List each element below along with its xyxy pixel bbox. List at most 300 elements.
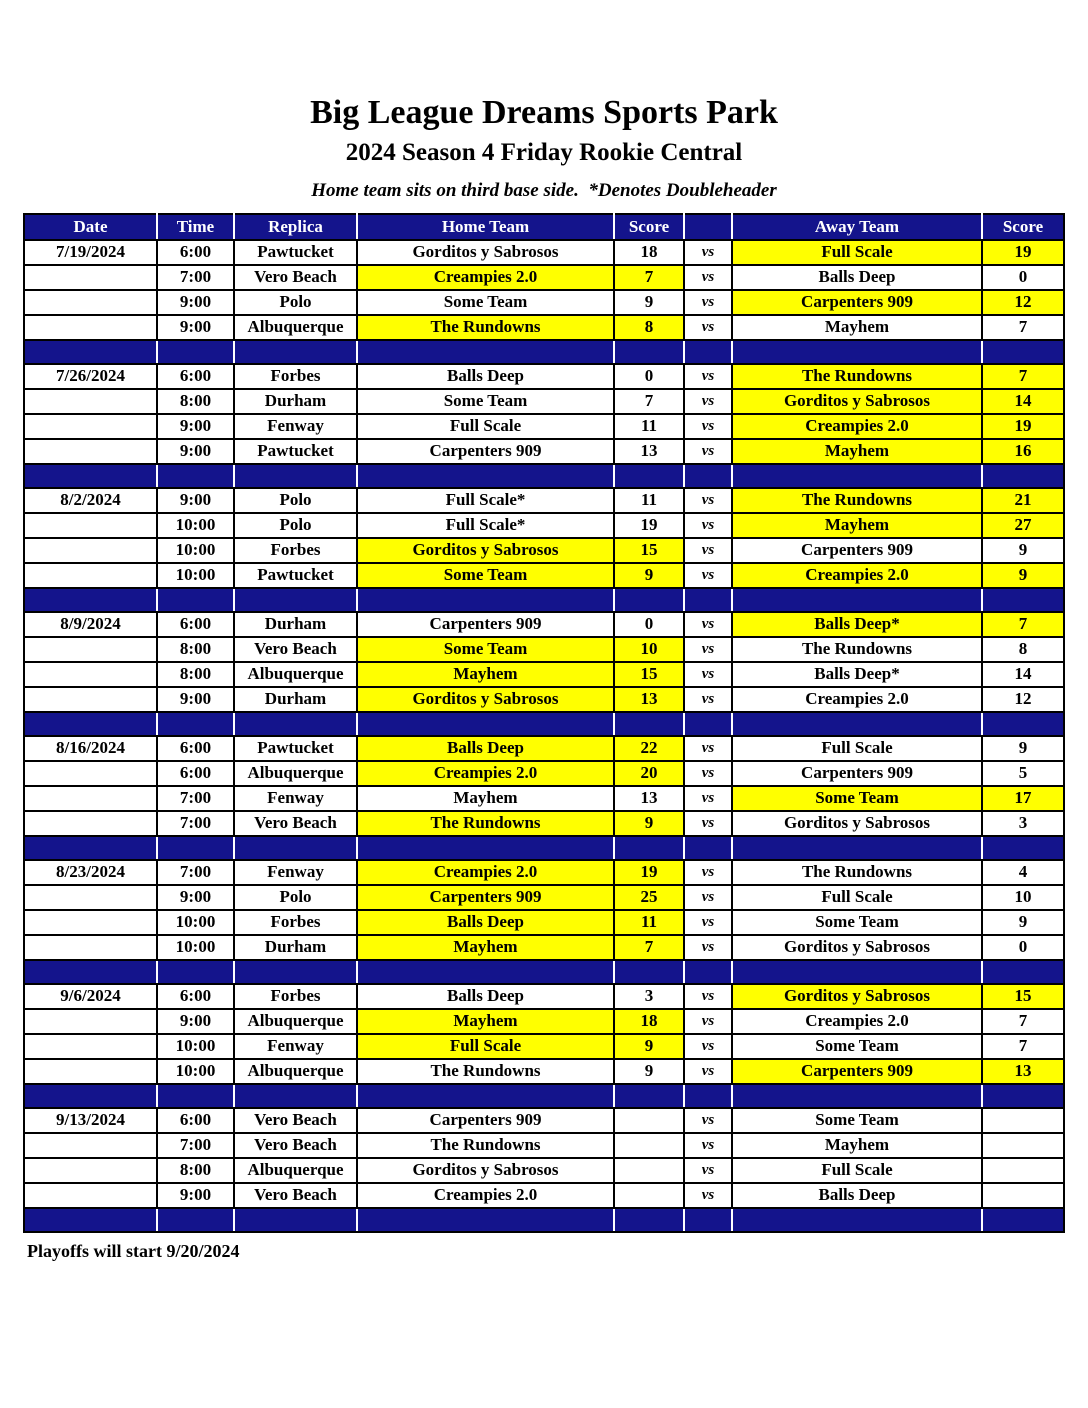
separator-cell (614, 712, 684, 736)
week-separator-row (24, 1084, 1064, 1108)
vs-cell: vs (684, 1059, 732, 1084)
away-score-cell: 7 (982, 1034, 1064, 1059)
home-team-cell: The Rundowns (357, 1133, 614, 1158)
game-row (24, 290, 1064, 315)
away-score-cell: 12 (982, 687, 1064, 712)
date-cell (24, 414, 157, 439)
separator-cell (234, 960, 357, 984)
away-score-cell: 9 (982, 736, 1064, 761)
home-team-cell: Gorditos y Sabrosos (357, 687, 614, 712)
away-team-cell: Creampies 2.0 (732, 687, 982, 712)
game-row (24, 1108, 1064, 1133)
away-team-cell: Balls Deep* (732, 612, 982, 637)
home-team-cell: Gorditos y Sabrosos (357, 240, 614, 265)
separator-cell (157, 960, 234, 984)
week-separator-row (24, 1208, 1064, 1232)
home-team-cell: Some Team (357, 290, 614, 315)
replica-cell: Forbes (234, 910, 357, 935)
replica-cell: Pawtucket (234, 563, 357, 588)
replica-cell: Fenway (234, 414, 357, 439)
away-team-cell: Mayhem (732, 1133, 982, 1158)
home-score-cell: 7 (614, 265, 684, 290)
header-time: Time (157, 214, 234, 240)
vs-cell: vs (684, 414, 732, 439)
vs-cell: vs (684, 513, 732, 538)
replica-cell: Forbes (234, 364, 357, 389)
separator-cell (732, 340, 982, 364)
away-score-cell: 16 (982, 439, 1064, 464)
date-cell (24, 910, 157, 935)
home-team-cell: Some Team (357, 563, 614, 588)
replica-cell: Durham (234, 935, 357, 960)
away-score-cell: 7 (982, 315, 1064, 340)
time-cell: 6:00 (157, 761, 234, 786)
separator-cell (357, 960, 614, 984)
away-team-cell: Gorditos y Sabrosos (732, 389, 982, 414)
time-cell: 8:00 (157, 1158, 234, 1183)
game-row (24, 414, 1064, 439)
game-row (24, 1009, 1064, 1034)
away-score-cell: 14 (982, 662, 1064, 687)
away-team-cell: Carpenters 909 (732, 538, 982, 563)
away-score-cell (982, 1158, 1064, 1183)
home-score-cell: 11 (614, 488, 684, 513)
time-cell: 9:00 (157, 439, 234, 464)
replica-cell: Vero Beach (234, 1183, 357, 1208)
game-row (24, 662, 1064, 687)
vs-cell: vs (684, 364, 732, 389)
away-team-cell: Gorditos y Sabrosos (732, 811, 982, 836)
time-cell: 10:00 (157, 563, 234, 588)
vs-cell: vs (684, 1034, 732, 1059)
home-team-cell: Full Scale (357, 1034, 614, 1059)
home-team-cell: Full Scale* (357, 513, 614, 538)
date-cell (24, 389, 157, 414)
time-cell: 7:00 (157, 786, 234, 811)
time-cell: 9:00 (157, 315, 234, 340)
separator-cell (24, 340, 157, 364)
home-score-cell: 11 (614, 910, 684, 935)
home-score-cell: 9 (614, 811, 684, 836)
away-score-cell (982, 1108, 1064, 1133)
vs-cell: vs (684, 612, 732, 637)
home-team-cell: Carpenters 909 (357, 612, 614, 637)
replica-cell: Durham (234, 389, 357, 414)
home-score-cell: 0 (614, 364, 684, 389)
vs-cell: vs (684, 885, 732, 910)
away-team-cell: Carpenters 909 (732, 290, 982, 315)
away-team-cell: Mayhem (732, 315, 982, 340)
vs-cell: vs (684, 265, 732, 290)
week-separator-row (24, 836, 1064, 860)
away-team-cell: Some Team (732, 786, 982, 811)
replica-cell: Albuquerque (234, 1059, 357, 1084)
home-team-note: Home team sits on third base side. *Denotes Doubleheader (311, 179, 777, 201)
game-row (24, 1183, 1064, 1208)
away-score-cell: 19 (982, 240, 1064, 265)
home-score-cell: 13 (614, 687, 684, 712)
away-score-cell: 9 (982, 538, 1064, 563)
separator-cell (684, 1208, 732, 1232)
separator-cell (357, 712, 614, 736)
home-team-cell: Some Team (357, 637, 614, 662)
away-score-cell: 3 (982, 811, 1064, 836)
replica-cell: Fenway (234, 786, 357, 811)
date-cell: 9/13/2024 (24, 1108, 157, 1133)
away-score-cell: 14 (982, 389, 1064, 414)
time-cell: 7:00 (157, 1133, 234, 1158)
replica-cell: Vero Beach (234, 1133, 357, 1158)
replica-cell: Fenway (234, 860, 357, 885)
date-cell (24, 786, 157, 811)
home-score-cell (614, 1183, 684, 1208)
away-team-cell: Full Scale (732, 240, 982, 265)
away-team-cell: Mayhem (732, 439, 982, 464)
home-team-cell: Creampies 2.0 (357, 761, 614, 786)
game-row (24, 612, 1064, 637)
vs-cell: vs (684, 984, 732, 1009)
date-cell: 9/6/2024 (24, 984, 157, 1009)
game-row (24, 761, 1064, 786)
time-cell: 10:00 (157, 1034, 234, 1059)
date-cell (24, 265, 157, 290)
separator-cell (357, 836, 614, 860)
separator-cell (614, 1084, 684, 1108)
page-title: Big League Dreams Sports Park (310, 94, 778, 131)
vs-cell: vs (684, 910, 732, 935)
game-row (24, 885, 1064, 910)
home-score-cell: 7 (614, 935, 684, 960)
replica-cell: Albuquerque (234, 1009, 357, 1034)
date-cell (24, 513, 157, 538)
separator-cell (982, 464, 1064, 488)
game-row (24, 736, 1064, 761)
time-cell: 7:00 (157, 265, 234, 290)
away-team-cell: The Rundowns (732, 637, 982, 662)
away-score-cell: 10 (982, 885, 1064, 910)
separator-cell (357, 1208, 614, 1232)
away-team-cell: Balls Deep (732, 265, 982, 290)
separator-cell (982, 712, 1064, 736)
home-team-cell: Carpenters 909 (357, 1108, 614, 1133)
home-score-cell: 20 (614, 761, 684, 786)
date-cell (24, 662, 157, 687)
away-team-cell: Creampies 2.0 (732, 414, 982, 439)
away-score-cell: 7 (982, 364, 1064, 389)
separator-cell (732, 464, 982, 488)
separator-cell (24, 836, 157, 860)
away-score-cell: 21 (982, 488, 1064, 513)
vs-cell: vs (684, 1158, 732, 1183)
separator-cell (732, 1084, 982, 1108)
vs-cell: vs (684, 488, 732, 513)
home-score-cell: 18 (614, 1009, 684, 1034)
away-team-cell: Balls Deep* (732, 662, 982, 687)
away-team-cell: Creampies 2.0 (732, 563, 982, 588)
time-cell: 9:00 (157, 1009, 234, 1034)
replica-cell: Pawtucket (234, 240, 357, 265)
time-cell: 9:00 (157, 414, 234, 439)
game-row (24, 910, 1064, 935)
time-cell: 9:00 (157, 1183, 234, 1208)
game-row (24, 315, 1064, 340)
home-score-cell: 10 (614, 637, 684, 662)
time-cell: 6:00 (157, 1108, 234, 1133)
date-cell (24, 315, 157, 340)
home-team-cell: Balls Deep (357, 910, 614, 935)
home-team-cell: Mayhem (357, 935, 614, 960)
replica-cell: Polo (234, 290, 357, 315)
game-row (24, 488, 1064, 513)
separator-cell (684, 836, 732, 860)
separator-cell (357, 340, 614, 364)
vs-cell: vs (684, 662, 732, 687)
away-team-cell: Mayhem (732, 513, 982, 538)
vs-cell: vs (684, 290, 732, 315)
home-score-cell: 9 (614, 290, 684, 315)
date-cell (24, 935, 157, 960)
separator-cell (157, 1208, 234, 1232)
away-team-cell: Carpenters 909 (732, 1059, 982, 1084)
vs-cell: vs (684, 736, 732, 761)
replica-cell: Vero Beach (234, 1108, 357, 1133)
separator-cell (982, 588, 1064, 612)
time-cell: 6:00 (157, 736, 234, 761)
home-team-cell: Full Scale (357, 414, 614, 439)
separator-cell (24, 588, 157, 612)
header-away-team: Away Team (732, 214, 982, 240)
time-cell: 10:00 (157, 1059, 234, 1084)
date-cell (24, 1034, 157, 1059)
time-cell: 10:00 (157, 935, 234, 960)
vs-cell: vs (684, 538, 732, 563)
home-score-cell: 3 (614, 984, 684, 1009)
game-row (24, 687, 1064, 712)
separator-cell (732, 588, 982, 612)
away-team-cell: The Rundowns (732, 364, 982, 389)
away-team-cell: Carpenters 909 (732, 761, 982, 786)
home-score-cell: 0 (614, 612, 684, 637)
replica-cell: Durham (234, 612, 357, 637)
week-separator-row (24, 340, 1064, 364)
away-team-cell: Some Team (732, 910, 982, 935)
date-cell (24, 1059, 157, 1084)
time-cell: 10:00 (157, 513, 234, 538)
replica-cell: Pawtucket (234, 439, 357, 464)
separator-cell (614, 1208, 684, 1232)
date-cell (24, 687, 157, 712)
home-team-cell: Mayhem (357, 786, 614, 811)
away-team-cell: Balls Deep (732, 1183, 982, 1208)
separator-cell (614, 836, 684, 860)
home-team-cell: Gorditos y Sabrosos (357, 1158, 614, 1183)
separator-cell (157, 464, 234, 488)
away-team-cell: Full Scale (732, 1158, 982, 1183)
home-score-cell: 7 (614, 389, 684, 414)
date-cell: 8/9/2024 (24, 612, 157, 637)
separator-cell (234, 712, 357, 736)
game-row (24, 786, 1064, 811)
vs-cell: vs (684, 935, 732, 960)
time-cell: 6:00 (157, 364, 234, 389)
home-score-cell (614, 1158, 684, 1183)
separator-cell (157, 712, 234, 736)
home-score-cell: 11 (614, 414, 684, 439)
home-score-cell: 18 (614, 240, 684, 265)
week-separator-row (24, 960, 1064, 984)
time-cell: 9:00 (157, 488, 234, 513)
date-cell (24, 1133, 157, 1158)
time-cell: 7:00 (157, 860, 234, 885)
header-home-team: Home Team (357, 214, 614, 240)
time-cell: 8:00 (157, 637, 234, 662)
vs-cell: vs (684, 240, 732, 265)
replica-cell: Polo (234, 513, 357, 538)
separator-cell (157, 836, 234, 860)
date-cell: 8/2/2024 (24, 488, 157, 513)
separator-cell (357, 1084, 614, 1108)
separator-cell (24, 1084, 157, 1108)
separator-cell (234, 464, 357, 488)
away-team-cell: The Rundowns (732, 488, 982, 513)
replica-cell: Polo (234, 488, 357, 513)
home-score-cell: 25 (614, 885, 684, 910)
schedule-table (23, 213, 1065, 1233)
time-cell: 10:00 (157, 910, 234, 935)
home-team-cell: Creampies 2.0 (357, 265, 614, 290)
game-row (24, 1158, 1064, 1183)
home-team-cell: Full Scale* (357, 488, 614, 513)
away-score-cell: 19 (982, 414, 1064, 439)
separator-cell (614, 588, 684, 612)
home-score-cell: 19 (614, 860, 684, 885)
separator-cell (684, 588, 732, 612)
time-cell: 6:00 (157, 612, 234, 637)
home-team-cell: Gorditos y Sabrosos (357, 538, 614, 563)
separator-cell (982, 960, 1064, 984)
time-cell: 6:00 (157, 240, 234, 265)
away-score-cell: 9 (982, 910, 1064, 935)
home-team-cell: The Rundowns (357, 315, 614, 340)
separator-cell (732, 712, 982, 736)
separator-cell (982, 1208, 1064, 1232)
replica-cell: Vero Beach (234, 811, 357, 836)
game-row (24, 265, 1064, 290)
game-row (24, 364, 1064, 389)
home-score-cell: 15 (614, 662, 684, 687)
separator-cell (614, 960, 684, 984)
away-score-cell: 7 (982, 612, 1064, 637)
vs-cell: vs (684, 786, 732, 811)
vs-cell: vs (684, 637, 732, 662)
separator-cell (684, 464, 732, 488)
home-team-cell: Creampies 2.0 (357, 860, 614, 885)
home-team-cell: Creampies 2.0 (357, 1183, 614, 1208)
game-row (24, 811, 1064, 836)
game-row (24, 1133, 1064, 1158)
home-team-cell: Carpenters 909 (357, 885, 614, 910)
game-row (24, 935, 1064, 960)
header-home-score: Score (614, 214, 684, 240)
page-subtitle: 2024 Season 4 Friday Rookie Central (345, 139, 743, 167)
home-team-cell: Mayhem (357, 1009, 614, 1034)
home-score-cell: 22 (614, 736, 684, 761)
home-team-cell: Carpenters 909 (357, 439, 614, 464)
game-row (24, 538, 1064, 563)
away-score-cell: 12 (982, 290, 1064, 315)
separator-cell (157, 340, 234, 364)
date-cell (24, 439, 157, 464)
home-team-cell: The Rundowns (357, 1059, 614, 1084)
date-cell (24, 1009, 157, 1034)
replica-cell: Pawtucket (234, 736, 357, 761)
home-team-cell: Balls Deep (357, 736, 614, 761)
date-cell (24, 885, 157, 910)
vs-cell: vs (684, 389, 732, 414)
game-row (24, 389, 1064, 414)
separator-cell (732, 836, 982, 860)
separator-cell (684, 712, 732, 736)
replica-cell: Durham (234, 687, 357, 712)
header-date: Date (24, 214, 157, 240)
separator-cell (24, 960, 157, 984)
date-cell (24, 290, 157, 315)
away-team-cell: Full Scale (732, 885, 982, 910)
replica-cell: Vero Beach (234, 637, 357, 662)
game-row (24, 513, 1064, 538)
away-score-cell: 27 (982, 513, 1064, 538)
away-score-cell: 8 (982, 637, 1064, 662)
home-score-cell: 15 (614, 538, 684, 563)
home-score-cell: 13 (614, 786, 684, 811)
home-score-cell: 8 (614, 315, 684, 340)
vs-cell: vs (684, 315, 732, 340)
separator-cell (614, 340, 684, 364)
game-row (24, 1034, 1064, 1059)
time-cell: 8:00 (157, 389, 234, 414)
home-team-cell: Some Team (357, 389, 614, 414)
away-team-cell: Gorditos y Sabrosos (732, 984, 982, 1009)
vs-cell: vs (684, 811, 732, 836)
home-score-cell (614, 1133, 684, 1158)
time-cell: 9:00 (157, 885, 234, 910)
date-cell: 8/23/2024 (24, 860, 157, 885)
away-score-cell: 0 (982, 265, 1064, 290)
separator-cell (24, 1208, 157, 1232)
separator-cell (24, 464, 157, 488)
vs-cell: vs (684, 1183, 732, 1208)
time-cell: 7:00 (157, 811, 234, 836)
time-cell: 9:00 (157, 687, 234, 712)
separator-cell (24, 712, 157, 736)
home-team-cell: The Rundowns (357, 811, 614, 836)
home-team-cell: Mayhem (357, 662, 614, 687)
replica-cell: Albuquerque (234, 1158, 357, 1183)
separator-cell (684, 1084, 732, 1108)
date-cell: 7/19/2024 (24, 240, 157, 265)
away-score-cell: 7 (982, 1009, 1064, 1034)
date-cell (24, 1183, 157, 1208)
home-score-cell: 13 (614, 439, 684, 464)
game-row (24, 563, 1064, 588)
home-team-cell: Balls Deep (357, 364, 614, 389)
game-row (24, 439, 1064, 464)
away-score-cell: 4 (982, 860, 1064, 885)
header-vs-spacer (684, 214, 732, 240)
replica-cell: Albuquerque (234, 761, 357, 786)
away-score-cell: 13 (982, 1059, 1064, 1084)
vs-cell: vs (684, 1009, 732, 1034)
